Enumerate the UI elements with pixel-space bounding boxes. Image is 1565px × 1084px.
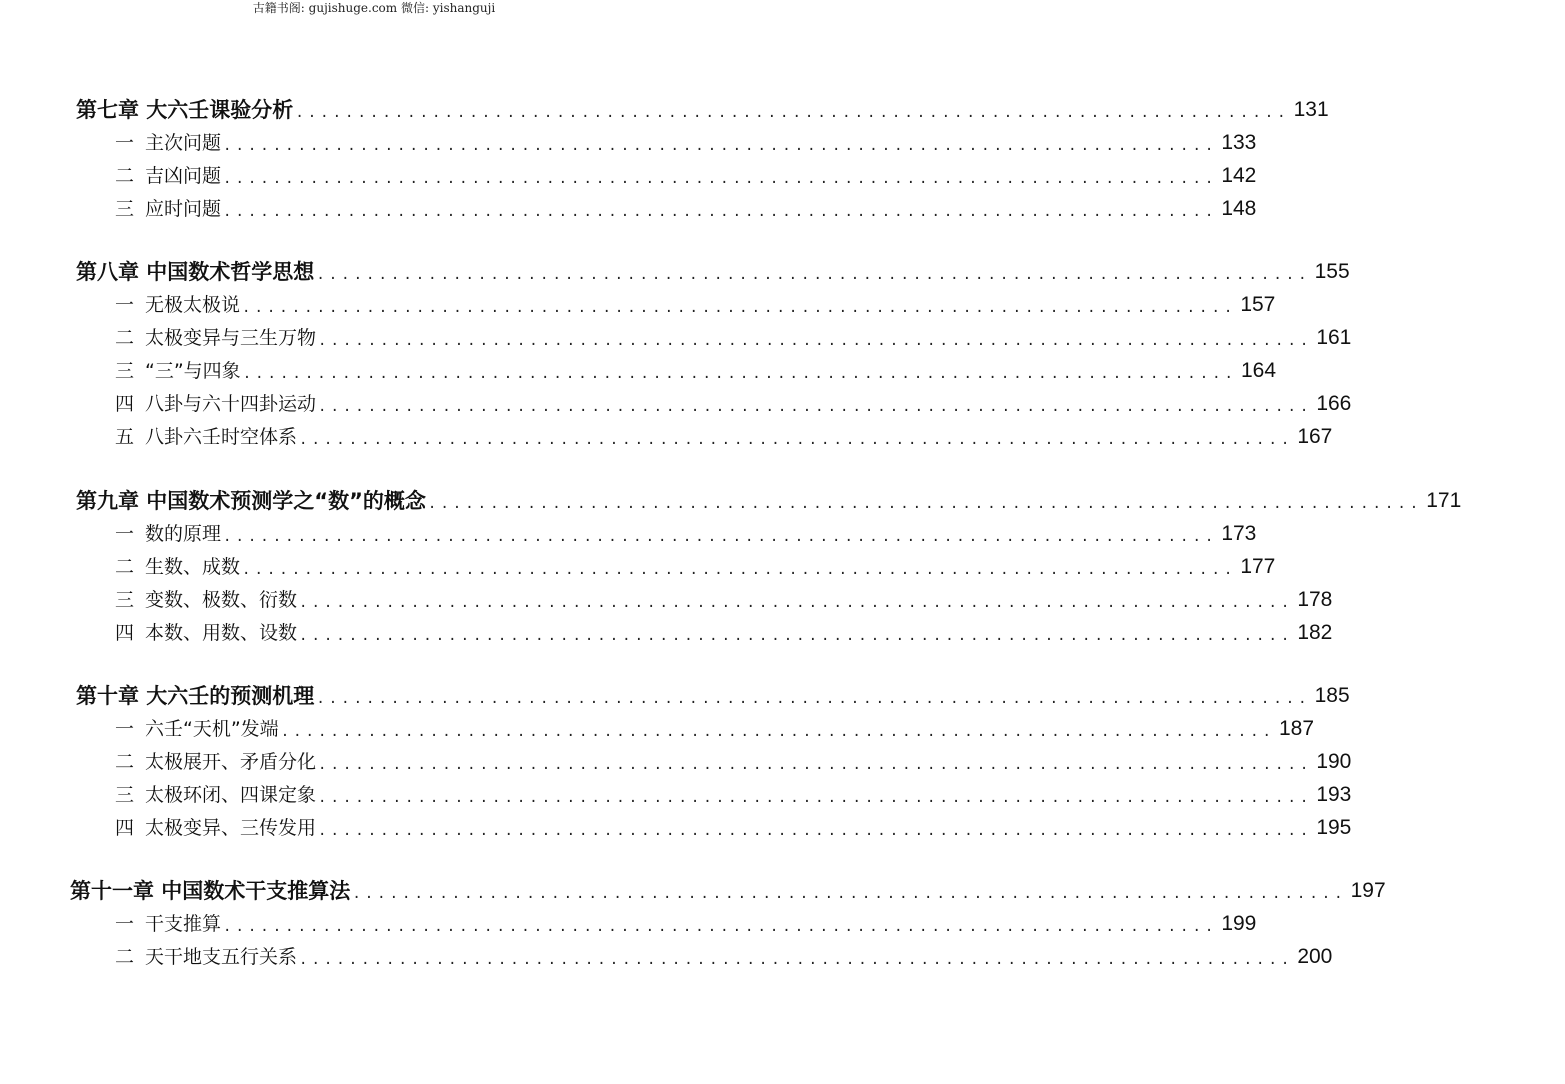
page-number: 161: [1316, 326, 1352, 349]
page-number: 185: [1314, 684, 1350, 707]
section-title: 干支推算: [145, 913, 222, 935]
page-number: 171: [1426, 489, 1462, 512]
section-title: 吉凶问题: [145, 165, 222, 187]
section-number: 一: [115, 132, 135, 154]
leader-dots: ................................................................................: [299, 628, 1294, 644]
toc-section[interactable]: [0, 388, 1352, 418]
section-number: 三: [115, 784, 135, 806]
page-number: 173: [1221, 522, 1257, 545]
section-number: 二: [115, 946, 135, 968]
section-number: 四: [115, 393, 135, 415]
toc-chapter[interactable]: [0, 485, 1462, 515]
page-number: 133: [1221, 131, 1257, 154]
section-title: 太极变异、三传发用: [145, 817, 317, 839]
chapter-title: 第八章 中国数术哲学思想: [76, 260, 315, 284]
leader-dots: ................................................................................: [316, 267, 1311, 283]
leader-dots: ................................................................................: [299, 952, 1294, 968]
section-number: 一: [115, 718, 135, 740]
chapter-title: 第九章 中国数术预测学之“数”的概念: [76, 489, 426, 513]
page-number: 164: [1240, 359, 1277, 382]
section-number: 二: [115, 327, 135, 349]
section-number: 三: [115, 360, 135, 382]
leader-dots: ................................................................................: [316, 691, 1311, 707]
leader-dots: ................................................................................: [295, 105, 1290, 121]
leader-dots: ................................................................................: [223, 919, 1218, 935]
toc-section[interactable]: [0, 193, 1257, 223]
toc-section[interactable]: [0, 518, 1257, 548]
section-title: “三”与四象: [145, 360, 241, 382]
leader-dots: ................................................................................: [318, 790, 1313, 806]
leader-dots: ................................................................................: [352, 886, 1347, 902]
toc-section[interactable]: [0, 322, 1352, 352]
toc-section[interactable]: [0, 421, 1333, 451]
section-number: 三: [115, 198, 135, 220]
page-number: 178: [1297, 588, 1333, 611]
chapter-title: 第七章 大六壬课验分析: [76, 98, 294, 122]
toc-section[interactable]: [0, 551, 1276, 581]
toc-chapter[interactable]: [0, 875, 1386, 905]
section-number: 一: [115, 523, 135, 545]
chapter-title: 第十一章 中国数术干支推算法: [70, 879, 351, 903]
page-number: 187: [1278, 717, 1315, 740]
page-number: 197: [1350, 879, 1386, 902]
page-number: 157: [1240, 293, 1276, 316]
section-title: 太极变异与三生万物: [145, 327, 317, 349]
section-title: 八卦与六十四卦运动: [145, 393, 317, 415]
page-number: 177: [1240, 555, 1276, 578]
watermark-header: 古籍书阁: gujishuge.com 微信: yishanguji: [252, 1, 496, 15]
toc-section[interactable]: [0, 779, 1352, 809]
page-number: 167: [1297, 425, 1333, 448]
toc-section[interactable]: [0, 584, 1333, 614]
page-number: 190: [1316, 750, 1352, 773]
section-title: 本数、用数、设数: [145, 622, 298, 644]
leader-dots: ................................................................................: [223, 204, 1218, 220]
toc-section[interactable]: [0, 127, 1257, 157]
toc-chapter[interactable]: [0, 256, 1350, 286]
leader-dots: ................................................................................: [223, 138, 1218, 154]
section-title: 数的原理: [145, 523, 222, 545]
section-title: 无极太极说: [145, 294, 241, 316]
page-number: 142: [1221, 164, 1257, 187]
section-number: 二: [115, 556, 135, 578]
page-number: 193: [1316, 783, 1352, 806]
section-number: 二: [115, 751, 135, 773]
section-title: 天干地支五行关系: [145, 946, 298, 968]
leader-dots: ................................................................................: [242, 562, 1237, 578]
page-number: 182: [1297, 621, 1333, 644]
toc-section[interactable]: [0, 289, 1276, 319]
leader-dots: ................................................................................: [299, 432, 1294, 448]
toc-section[interactable]: [0, 160, 1257, 190]
section-title: 太极展开、矛盾分化: [145, 751, 317, 773]
page-number: 131: [1293, 98, 1329, 121]
toc-section[interactable]: [0, 941, 1333, 971]
section-number: 四: [115, 622, 135, 644]
section-number: 五: [115, 426, 135, 448]
leader-dots: ................................................................................: [242, 366, 1237, 382]
page-number: 195: [1316, 816, 1352, 839]
section-number: 一: [115, 294, 135, 316]
section-number: 三: [115, 589, 135, 611]
section-title: 生数、成数: [145, 556, 241, 578]
chapter-title: 第十章 大六壬的预测机理: [76, 684, 315, 708]
section-title: 太极环闭、四课定象: [145, 784, 317, 806]
leader-dots: ................................................................................: [223, 529, 1218, 545]
section-number: 一: [115, 913, 135, 935]
section-title: 应时问题: [145, 198, 222, 220]
leader-dots: ................................................................................: [318, 399, 1313, 415]
section-title: 六壬“天机”发端: [145, 718, 279, 740]
section-number: 四: [115, 817, 135, 839]
toc-section[interactable]: [0, 355, 1277, 385]
leader-dots: ................................................................................: [299, 595, 1294, 611]
leader-dots: ................................................................................: [242, 300, 1237, 316]
leader-dots: ................................................................................: [280, 724, 1275, 740]
toc-section[interactable]: [0, 713, 1315, 743]
toc-section[interactable]: [0, 746, 1352, 776]
leader-dots: ................................................................................: [223, 171, 1218, 187]
page-number: 148: [1221, 197, 1257, 220]
leader-dots: ................................................................................: [318, 757, 1313, 773]
leader-dots: ................................................................................: [318, 823, 1313, 839]
toc-section[interactable]: [0, 617, 1333, 647]
page-number: 200: [1297, 945, 1333, 968]
section-number: 二: [115, 165, 135, 187]
leader-dots: ................................................................................: [427, 496, 1423, 512]
page-number: 155: [1314, 260, 1350, 283]
section-title: 变数、极数、衍数: [145, 589, 298, 611]
section-title: 主次问题: [145, 132, 222, 154]
toc-chapter[interactable]: [0, 94, 1329, 124]
toc-section[interactable]: [0, 908, 1257, 938]
toc-section[interactable]: [0, 812, 1352, 842]
leader-dots: ................................................................................: [318, 333, 1313, 349]
section-title: 八卦六壬时空体系: [145, 426, 298, 448]
page-number: 166: [1316, 392, 1352, 415]
page-number: 199: [1221, 912, 1257, 935]
toc-chapter[interactable]: [0, 680, 1350, 710]
